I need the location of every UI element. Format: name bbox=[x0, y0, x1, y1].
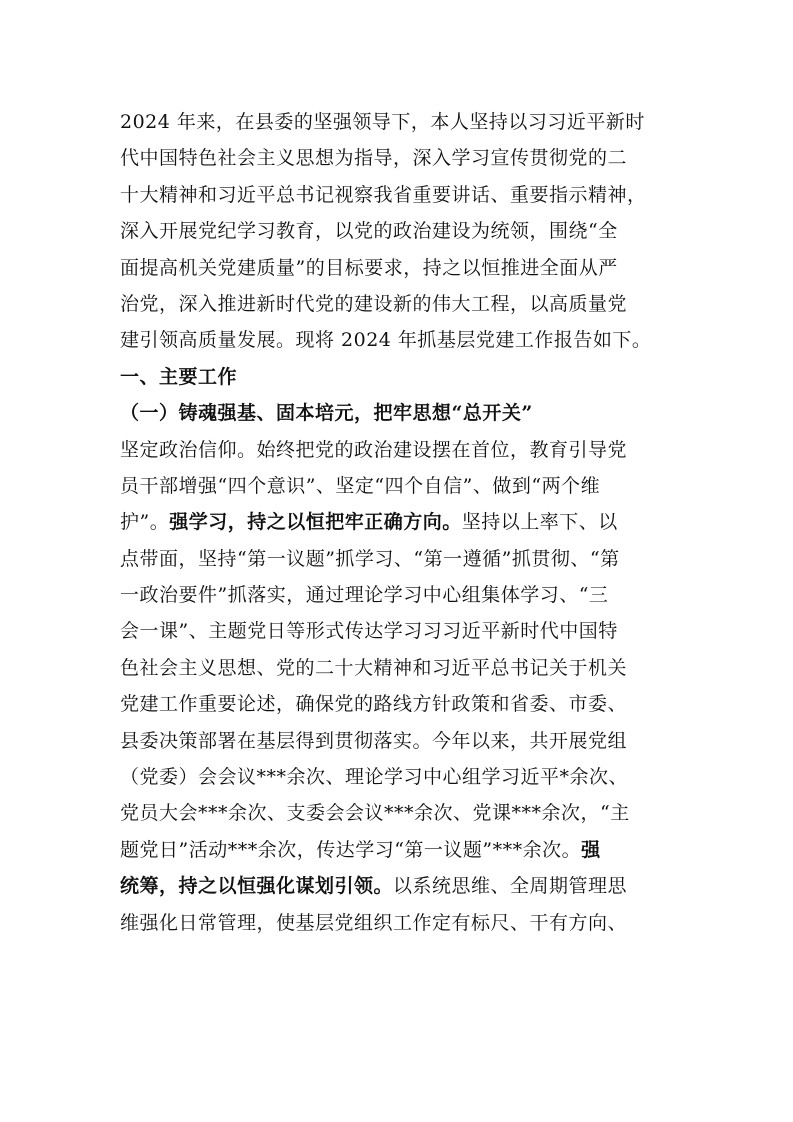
bold-lead-coordinate-start: 强 bbox=[581, 838, 601, 861]
line-text: 以系统思维、全周期管理思 bbox=[393, 875, 628, 898]
bold-lead-study: 强学习，持之以恒把牢正确方向。 bbox=[169, 511, 462, 534]
para2-line-12 bbox=[120, 832, 685, 868]
para2-line-4: 点带面，坚持“第一议题”抓学习、“第一遵循”抓贯彻、“第 bbox=[120, 547, 620, 570]
para2-line-13 bbox=[120, 868, 685, 904]
intro-line-4: 深入开展党纪学习教育，以党的政治建设为统领，围绕“全 bbox=[120, 220, 618, 243]
line-text: 护”。 bbox=[120, 511, 170, 534]
intro-line-2: 代中国特色社会主义思想为指导，深入学习宣传贯彻党的二 bbox=[120, 147, 628, 170]
para2-line-3 bbox=[120, 504, 685, 540]
para2-line-10: （党委）会会议***余次、理论学习中心组学习近平*余次、 bbox=[120, 766, 629, 789]
subsection-heading: （一）铸魂强基、固本培元，把牢思想“总开关” bbox=[120, 402, 533, 425]
para2-line-2: 员干部增强“四个意识”、坚定“四个自信”、做到“两个维 bbox=[120, 474, 601, 497]
para2-line-5: 一政治要件”抓落实，通过理论学习中心组集体学习、“三 bbox=[120, 584, 609, 607]
para2-line-11: 党员大会***余次、支委会会议***余次、党课***余次，“主 bbox=[120, 802, 630, 825]
para2-line-7: 色社会主义思想、党的二十大精神和习近平总书记关于机关 bbox=[120, 656, 628, 679]
para2-line-14: 维强化日常管理，使基层党组织工作定有标尺、干有方向、 bbox=[120, 911, 628, 934]
bold-lead-coordinate: 统筹，持之以恒强化谋划引领。 bbox=[120, 875, 394, 898]
para2-line-8: 党建工作重要论述，确保党的路线方针政策和省委、市委、 bbox=[120, 693, 628, 716]
para2-line-6: 会一课”、主题党日等形式传达学习习习近平新时代中国特 bbox=[120, 620, 618, 643]
section-heading: 一、主要工作 bbox=[120, 365, 238, 388]
para2-line-1: 坚定政治信仰。始终把党的政治建设摆在首位，教育引导党 bbox=[120, 438, 628, 461]
line-text: 题党日”活动***余次，传达学习“第一议题”***余次。 bbox=[120, 838, 582, 861]
intro-line-7: 建引领高质量发展。现将 2024 年抓基层党建工作报告如下。 bbox=[120, 329, 652, 352]
intro-line-6: 治党，深入推进新时代党的建设新的伟大工程，以高质量党 bbox=[120, 292, 628, 315]
line-text: 坚持以上率下、以 bbox=[461, 511, 618, 534]
para2-line-9: 县委决策部署在基层得到贯彻落实。今年以来，共开展党组 bbox=[120, 729, 628, 752]
intro-line-1: 2024 年来，在县委的坚强领导下，本人坚持以习习近平新时 bbox=[120, 111, 645, 133]
intro-line-3: 十大精神和习近平总书记视察我省重要讲话、重要指示精神， bbox=[120, 183, 647, 206]
document-body bbox=[120, 104, 685, 941]
intro-line-5: 面提高机关党建质量”的目标要求，持之以恒推进全面从严 bbox=[120, 256, 618, 279]
